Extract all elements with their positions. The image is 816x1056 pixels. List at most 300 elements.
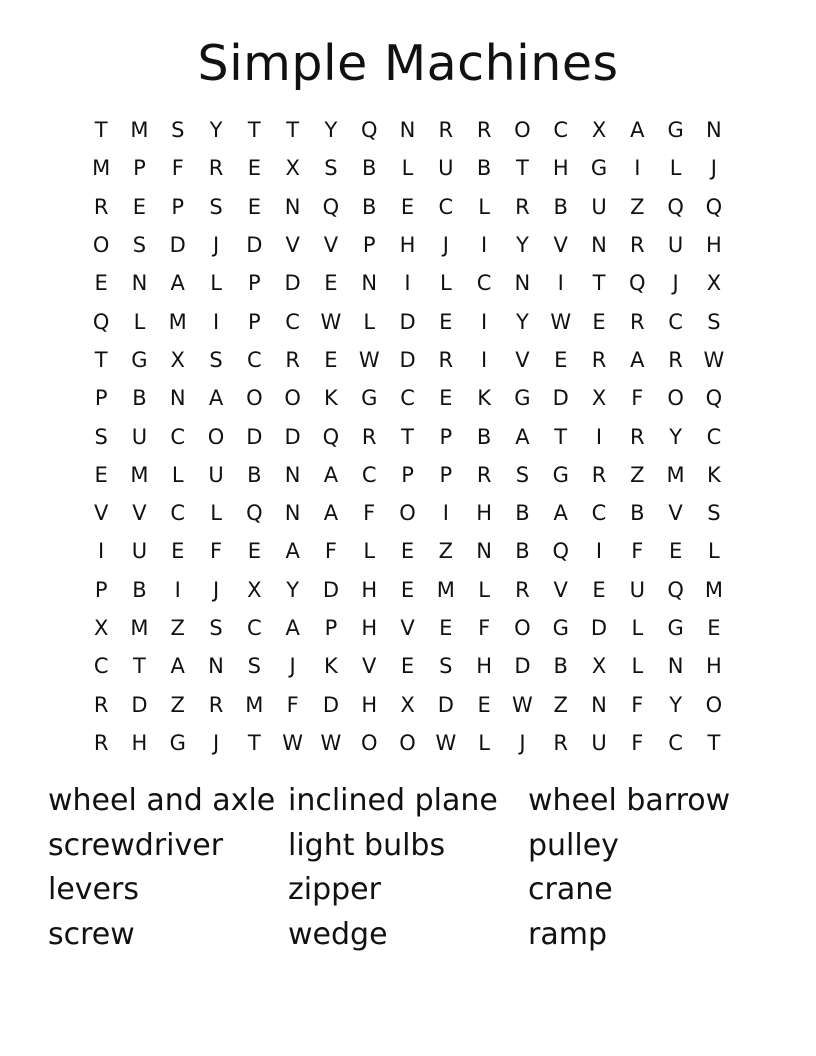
grid-letter[interactable]: B xyxy=(132,386,147,411)
grid-letter[interactable]: Q xyxy=(629,271,646,296)
grid-letter[interactable]: S xyxy=(515,462,530,487)
grid-letter[interactable]: O xyxy=(705,692,723,717)
grid-letter[interactable]: H xyxy=(476,501,493,526)
grid-letter[interactable]: L xyxy=(631,654,644,679)
grid-letter[interactable]: K xyxy=(324,654,338,679)
grid-letter[interactable]: A xyxy=(323,462,339,487)
grid-letter[interactable]: C xyxy=(400,386,415,411)
grid-letter[interactable]: X xyxy=(400,692,415,717)
grid-letter[interactable]: C xyxy=(476,271,492,296)
grid-letter[interactable]: N xyxy=(706,118,722,143)
grid-letter[interactable]: E xyxy=(324,347,338,372)
grid-letter[interactable]: L xyxy=(133,309,146,334)
word-bank-item: light bulbs xyxy=(288,827,446,863)
grid-letter[interactable]: D xyxy=(246,424,263,449)
grid-letter[interactable]: L xyxy=(210,271,222,296)
grid-letter[interactable]: K xyxy=(477,386,491,411)
grid-letter[interactable]: E xyxy=(247,539,261,564)
grid-letter[interactable]: V xyxy=(93,501,109,526)
grid-letter[interactable]: J xyxy=(212,233,220,258)
grid-letter[interactable]: E xyxy=(592,577,606,602)
grid-letter[interactable]: Q xyxy=(667,194,684,219)
grid-letter[interactable]: S xyxy=(132,233,147,258)
grid-letter[interactable]: L xyxy=(708,539,720,564)
grid-letter[interactable]: G xyxy=(552,616,569,640)
grid-letter[interactable]: W xyxy=(358,347,380,372)
grid-letter[interactable]: I xyxy=(481,309,488,334)
grid-letter[interactable]: M xyxy=(245,692,264,717)
grid-letter[interactable]: N xyxy=(284,194,301,219)
word-bank-item: wheel and axle xyxy=(48,783,276,818)
grid-letter[interactable]: L xyxy=(171,462,184,487)
grid-letter[interactable]: E xyxy=(132,194,147,219)
grid-letter[interactable]: E xyxy=(171,539,185,564)
grid-letter[interactable]: H xyxy=(399,233,416,258)
grid-letter[interactable]: X xyxy=(591,386,607,411)
grid-letter[interactable]: Q xyxy=(667,577,684,602)
grid-letter[interactable]: R xyxy=(208,692,224,717)
grid-letter[interactable]: R xyxy=(476,462,492,487)
grid-letter[interactable]: Z xyxy=(630,462,645,487)
grid-letter[interactable]: M xyxy=(436,577,455,602)
grid-letter[interactable]: R xyxy=(553,730,568,755)
grid-letter[interactable]: E xyxy=(439,616,453,640)
grid-letter[interactable]: W xyxy=(703,347,725,372)
grid-letter[interactable]: O xyxy=(399,501,416,526)
grid-letter[interactable]: T xyxy=(94,118,108,143)
grid-letter[interactable]: D xyxy=(590,616,608,640)
grid-letter[interactable]: L xyxy=(439,271,452,296)
grid-letter[interactable]: J xyxy=(710,156,717,181)
grid-letter[interactable]: M xyxy=(704,577,723,602)
grid-letter[interactable]: B xyxy=(132,577,147,602)
grid-letter[interactable]: G xyxy=(169,730,186,755)
grid-letter[interactable]: U xyxy=(667,233,684,258)
grid-letter[interactable]: R xyxy=(438,118,454,143)
grid-letter[interactable]: B xyxy=(362,194,377,219)
grid-letter[interactable]: V xyxy=(553,233,568,258)
grid-letter[interactable]: E xyxy=(400,577,415,602)
grid-letter[interactable]: I xyxy=(174,577,181,602)
word-bank-item: crane xyxy=(528,872,613,907)
grid-letter[interactable]: E xyxy=(247,156,261,181)
grid-letter[interactable]: A xyxy=(323,501,339,526)
grid-letter[interactable]: O xyxy=(207,424,225,449)
grid-letter[interactable]: A xyxy=(208,386,224,411)
grid-letter[interactable]: C xyxy=(93,654,109,679)
grid-letter[interactable]: A xyxy=(515,424,530,449)
grid-letter[interactable]: P xyxy=(324,616,338,640)
grid-letter[interactable]: I xyxy=(98,539,105,564)
grid-letter[interactable]: D xyxy=(169,233,186,258)
grid-letter[interactable]: E xyxy=(592,309,606,334)
grid-letter[interactable]: W xyxy=(282,730,304,755)
grid-letter[interactable]: V xyxy=(285,233,300,258)
grid-letter[interactable]: P xyxy=(439,462,453,487)
grid-letter[interactable]: H xyxy=(706,654,722,679)
grid-letter[interactable]: D xyxy=(131,692,148,717)
grid-letter[interactable]: J xyxy=(672,271,679,296)
grid-letter[interactable]: D xyxy=(437,692,454,717)
grid-letter[interactable]: D xyxy=(322,577,340,602)
grid-letter[interactable]: H xyxy=(131,730,148,755)
grid-letter[interactable]: C xyxy=(247,347,262,372)
grid-letter[interactable]: R xyxy=(630,309,645,334)
grid-letter[interactable]: E xyxy=(554,347,568,372)
grid-letter[interactable]: H xyxy=(552,156,569,181)
grid-letter[interactable]: O xyxy=(92,233,110,258)
grid-letter[interactable]: B xyxy=(630,501,645,526)
grid-letter[interactable]: R xyxy=(93,730,109,755)
grid-letter[interactable]: R xyxy=(285,347,300,372)
grid-letter[interactable]: P xyxy=(439,424,453,449)
grid-letter[interactable]: T xyxy=(133,654,146,679)
grid-letter[interactable]: Y xyxy=(324,118,338,143)
grid-letter[interactable]: K xyxy=(324,386,338,411)
grid-letter[interactable]: F xyxy=(363,501,376,526)
grid-letter[interactable]: C xyxy=(247,616,262,640)
grid-letter[interactable]: D xyxy=(284,424,301,449)
grid-letter[interactable]: F xyxy=(631,539,644,564)
grid-letter[interactable]: T xyxy=(247,730,261,755)
grid-letter[interactable]: L xyxy=(669,156,682,181)
grid-letter[interactable]: I xyxy=(212,309,220,334)
grid-letter[interactable]: T xyxy=(554,424,568,449)
grid-letter[interactable]: T xyxy=(286,118,300,143)
grid-letter[interactable]: R xyxy=(438,347,454,372)
grid-letter[interactable]: B xyxy=(476,424,492,449)
grid-letter[interactable]: L xyxy=(478,577,490,602)
grid-letter[interactable]: T xyxy=(592,271,606,296)
grid-letter[interactable]: W xyxy=(550,309,572,334)
grid-letter[interactable]: Y xyxy=(669,692,683,717)
grid-letter[interactable]: N xyxy=(208,654,224,679)
grid-letter[interactable]: Z xyxy=(438,539,454,564)
grid-letter[interactable]: J xyxy=(442,233,449,258)
grid-letter[interactable]: W xyxy=(320,309,342,334)
grid-letter[interactable]: C xyxy=(285,309,300,334)
grid-letter[interactable]: G xyxy=(590,156,608,181)
grid-letter[interactable]: E xyxy=(400,654,415,679)
grid-letter[interactable]: C xyxy=(591,501,607,526)
grid-letter[interactable]: V xyxy=(668,501,683,526)
grid-letter[interactable]: J xyxy=(212,730,220,755)
grid-letter[interactable]: N xyxy=(667,654,684,679)
grid-letter[interactable]: O xyxy=(667,386,684,411)
grid-letter[interactable]: N xyxy=(284,501,301,526)
grid-letter[interactable]: I xyxy=(481,347,488,372)
grid-letter[interactable]: D xyxy=(514,654,531,679)
grid-letter[interactable]: J xyxy=(519,730,526,755)
grid-letter[interactable]: C xyxy=(170,424,186,449)
grid-letter[interactable]: C xyxy=(706,424,722,449)
grid-letter[interactable]: C xyxy=(668,309,683,334)
grid-letter[interactable]: Z xyxy=(170,616,185,640)
grid-letter[interactable]: N xyxy=(131,271,148,296)
grid-letter[interactable]: X xyxy=(170,347,185,372)
grid-letter[interactable]: O xyxy=(399,730,416,755)
word-bank-item: wedge xyxy=(288,916,388,952)
grid-letter[interactable]: X xyxy=(247,577,262,602)
word-bank-item: wheel barrow xyxy=(528,783,731,818)
grid-letter[interactable]: M xyxy=(168,309,187,334)
grid-letter[interactable]: S xyxy=(209,347,223,372)
word-bank xyxy=(48,779,768,957)
grid-letter[interactable]: S xyxy=(707,501,721,526)
grid-letter[interactable]: C xyxy=(170,501,186,526)
grid-letter[interactable]: D xyxy=(246,233,263,258)
grid-letter[interactable]: X xyxy=(93,616,109,640)
grid-letter[interactable]: N xyxy=(591,233,607,258)
grid-letter[interactable]: Q xyxy=(705,194,723,219)
grid-letter[interactable]: Y xyxy=(516,233,529,258)
grid-letter[interactable]: V xyxy=(132,501,147,526)
grid-letter[interactable]: R xyxy=(591,347,607,372)
grid-letter[interactable]: R xyxy=(668,347,683,372)
grid-letter[interactable]: E xyxy=(439,309,453,334)
grid-letter[interactable]: Q xyxy=(92,309,110,334)
grid-letter[interactable]: V xyxy=(323,233,339,258)
grid-letter[interactable]: A xyxy=(285,539,300,564)
grid-letter[interactable]: N xyxy=(361,271,378,296)
grid-letter[interactable]: E xyxy=(247,194,261,219)
grid-letter[interactable]: D xyxy=(399,309,416,334)
grid-letter[interactable]: N xyxy=(514,271,531,296)
grid-letter[interactable]: W xyxy=(320,730,342,755)
grid-letter[interactable]: M xyxy=(666,462,685,487)
grid-letter[interactable]: U xyxy=(629,577,645,602)
grid-letter[interactable]: P xyxy=(171,194,185,219)
grid-letter[interactable]: F xyxy=(209,539,223,564)
grid-letter[interactable]: E xyxy=(324,271,338,296)
grid-letter[interactable]: M xyxy=(130,118,149,143)
grid-letter[interactable]: E xyxy=(707,616,721,640)
grid-letter[interactable]: V xyxy=(515,347,530,372)
grid-letter[interactable]: Y xyxy=(286,577,300,602)
grid-letter[interactable]: T xyxy=(516,156,529,181)
grid-letter[interactable]: S xyxy=(209,194,223,219)
grid-letter[interactable]: E xyxy=(439,386,453,411)
grid-letter[interactable]: W xyxy=(512,692,533,717)
grid-letter[interactable]: A xyxy=(630,118,645,143)
grid-letter[interactable]: N xyxy=(399,118,416,143)
grid-letter[interactable]: O xyxy=(360,730,378,755)
grid-letter[interactable]: F xyxy=(286,692,299,717)
grid-letter[interactable]: L xyxy=(631,616,644,640)
grid-letter[interactable]: L xyxy=(210,501,222,526)
grid-letter[interactable]: Z xyxy=(170,692,185,717)
grid-letter[interactable]: B xyxy=(553,654,568,679)
grid-letter[interactable]: S xyxy=(209,616,223,640)
grid-letter[interactable]: O xyxy=(284,386,301,411)
grid-letter[interactable]: G xyxy=(667,118,684,143)
grid-letter[interactable]: L xyxy=(478,730,490,755)
word-bank-item: screw xyxy=(48,916,135,952)
grid-letter[interactable]: I xyxy=(404,271,411,296)
grid-letter[interactable]: U xyxy=(591,194,607,219)
grid-letter[interactable]: B xyxy=(362,156,377,181)
grid-letter[interactable]: H xyxy=(706,233,722,258)
word-bank-item: inclined plane xyxy=(288,783,498,818)
grid-letter[interactable]: R xyxy=(476,118,492,143)
grid-letter[interactable]: Y xyxy=(669,424,683,449)
grid-letter[interactable]: G xyxy=(667,616,684,640)
grid-letter[interactable]: A xyxy=(170,654,185,679)
grid-letter[interactable]: B xyxy=(515,501,530,526)
grid-letter[interactable]: I xyxy=(595,424,603,449)
grid-letter[interactable]: F xyxy=(631,692,644,717)
grid-letter[interactable]: M xyxy=(130,616,149,640)
grid-letter[interactable]: C xyxy=(438,194,454,219)
grid-letter[interactable]: A xyxy=(553,501,568,526)
grid-letter[interactable]: G xyxy=(361,386,378,411)
grid-letter[interactable]: N xyxy=(476,539,492,564)
puzzle-title: Simple Machines xyxy=(197,35,619,92)
grid-letter[interactable]: I xyxy=(442,501,449,526)
grid-letter[interactable]: S xyxy=(247,654,261,679)
grid-letter[interactable]: R xyxy=(208,156,224,181)
grid-letter[interactable]: E xyxy=(94,271,108,296)
grid-letter[interactable]: N xyxy=(591,692,607,717)
grid-letter[interactable]: H xyxy=(361,692,378,717)
grid-letter[interactable]: T xyxy=(707,730,721,755)
grid-letter[interactable]: B xyxy=(515,539,530,564)
grid-letter[interactable]: J xyxy=(212,577,220,602)
grid-letter[interactable]: L xyxy=(363,539,376,564)
grid-letter[interactable]: P xyxy=(248,271,261,296)
grid-letter[interactable]: R xyxy=(630,233,645,258)
grid-letter[interactable]: B xyxy=(476,156,492,181)
word-bank-item: screwdriver xyxy=(48,827,224,863)
grid-letter[interactable]: L xyxy=(363,309,376,334)
grid-letter[interactable]: R xyxy=(361,424,377,449)
grid-letter[interactable]: Z xyxy=(553,692,568,717)
grid-letter[interactable]: F xyxy=(631,730,644,755)
grid-letter[interactable]: R xyxy=(515,194,530,219)
grid-letter[interactable]: N xyxy=(284,462,301,487)
grid-letter[interactable]: T xyxy=(247,118,261,143)
grid-letter[interactable]: K xyxy=(707,462,721,487)
grid-letter[interactable]: P xyxy=(94,577,108,602)
grid-letter[interactable]: D xyxy=(284,271,301,296)
grid-letter[interactable]: E xyxy=(400,194,415,219)
grid-letter[interactable]: R xyxy=(630,424,645,449)
grid-letter[interactable]: Q xyxy=(360,118,378,143)
grid-letter[interactable]: I xyxy=(634,156,641,181)
grid-letter[interactable]: O xyxy=(246,386,263,411)
grid-letter[interactable]: S xyxy=(94,424,108,449)
grid-letter[interactable]: U xyxy=(131,539,148,564)
grid-letter[interactable]: P xyxy=(362,233,376,258)
grid-letter[interactable]: M xyxy=(130,462,149,487)
grid-letter[interactable]: S xyxy=(171,118,185,143)
grid-letter[interactable]: R xyxy=(93,194,109,219)
grid-letter[interactable]: S xyxy=(324,156,338,181)
grid-letter[interactable]: S xyxy=(707,309,721,334)
grid-letter[interactable]: X xyxy=(591,654,607,679)
grid-letter[interactable]: U xyxy=(438,156,454,181)
grid-letter[interactable]: F xyxy=(324,539,337,564)
grid-letter[interactable]: F xyxy=(631,386,644,411)
grid-letter[interactable]: B xyxy=(247,462,262,487)
grid-letter[interactable]: O xyxy=(514,118,531,143)
grid-letter[interactable]: Z xyxy=(630,194,645,219)
grid-letter[interactable]: G xyxy=(552,462,569,487)
grid-letter[interactable]: H xyxy=(361,577,378,602)
grid-letter[interactable]: S xyxy=(439,654,453,679)
grid-letter[interactable]: A xyxy=(630,347,645,372)
grid-letter[interactable]: I xyxy=(481,233,488,258)
grid-letter[interactable]: H xyxy=(361,616,378,640)
grid-letter[interactable]: E xyxy=(400,539,415,564)
grid-letter[interactable]: R xyxy=(591,462,607,487)
grid-letter[interactable]: D xyxy=(399,347,416,372)
grid-letter[interactable]: P xyxy=(401,462,414,487)
grid-letter[interactable]: F xyxy=(478,616,491,640)
grid-letter[interactable]: F xyxy=(171,156,184,181)
grid-letter[interactable]: Y xyxy=(516,309,529,334)
grid-letter[interactable]: L xyxy=(401,156,414,181)
grid-letter[interactable]: V xyxy=(362,654,377,679)
grid-letter[interactable]: D xyxy=(552,386,569,411)
grid-letter[interactable]: C xyxy=(668,730,683,755)
grid-letter[interactable]: Q xyxy=(322,424,340,449)
grid-letter[interactable]: V xyxy=(400,616,415,640)
grid-letter[interactable]: R xyxy=(93,692,109,717)
grid-letter[interactable]: Q xyxy=(552,539,569,564)
grid-letter[interactable]: G xyxy=(131,347,148,372)
grid-letter[interactable]: I xyxy=(557,271,564,296)
grid-letter[interactable]: U xyxy=(131,424,148,449)
word-bank-item: pulley xyxy=(528,827,619,863)
grid-letter[interactable]: U xyxy=(591,730,607,755)
grid-letter[interactable]: L xyxy=(478,194,490,219)
grid-letter[interactable]: P xyxy=(248,309,261,334)
grid-letter[interactable]: R xyxy=(515,577,530,602)
grid-letter[interactable]: Q xyxy=(322,194,340,219)
grid-letter[interactable]: D xyxy=(322,692,340,717)
grid-letter[interactable]: E xyxy=(477,692,491,717)
grid-letter[interactable]: E xyxy=(94,462,108,487)
grid-letter[interactable]: X xyxy=(706,271,722,296)
grid-letter[interactable]: I xyxy=(595,539,603,564)
grid-letter[interactable]: C xyxy=(553,118,569,143)
grid-letter[interactable]: A xyxy=(170,271,185,296)
grid-letter[interactable]: W xyxy=(435,730,457,755)
grid-letter[interactable]: U xyxy=(208,462,224,487)
grid-letter[interactable]: M xyxy=(92,156,111,181)
grid-letter[interactable]: X xyxy=(591,118,607,143)
grid-letter[interactable]: B xyxy=(553,194,568,219)
grid-letter[interactable]: V xyxy=(553,577,568,602)
grid-letter[interactable]: P xyxy=(133,156,146,181)
grid-letter[interactable]: Q xyxy=(705,386,723,411)
grid-letter[interactable]: J xyxy=(289,654,296,679)
grid-letter[interactable]: Y xyxy=(209,118,223,143)
grid-letter[interactable]: T xyxy=(401,424,414,449)
grid-letter[interactable]: E xyxy=(668,539,683,564)
grid-letter[interactable]: P xyxy=(94,386,108,411)
grid-letter[interactable]: Q xyxy=(246,501,263,526)
grid-letter[interactable]: G xyxy=(514,386,531,411)
grid-letter[interactable]: H xyxy=(476,654,493,679)
grid-letter[interactable]: A xyxy=(285,616,300,640)
grid-letter[interactable]: N xyxy=(169,386,186,411)
grid-letter[interactable]: C xyxy=(361,462,377,487)
grid-letter[interactable]: X xyxy=(285,156,300,181)
grid-letter[interactable]: O xyxy=(514,616,531,640)
grid-letter[interactable]: T xyxy=(94,347,108,372)
